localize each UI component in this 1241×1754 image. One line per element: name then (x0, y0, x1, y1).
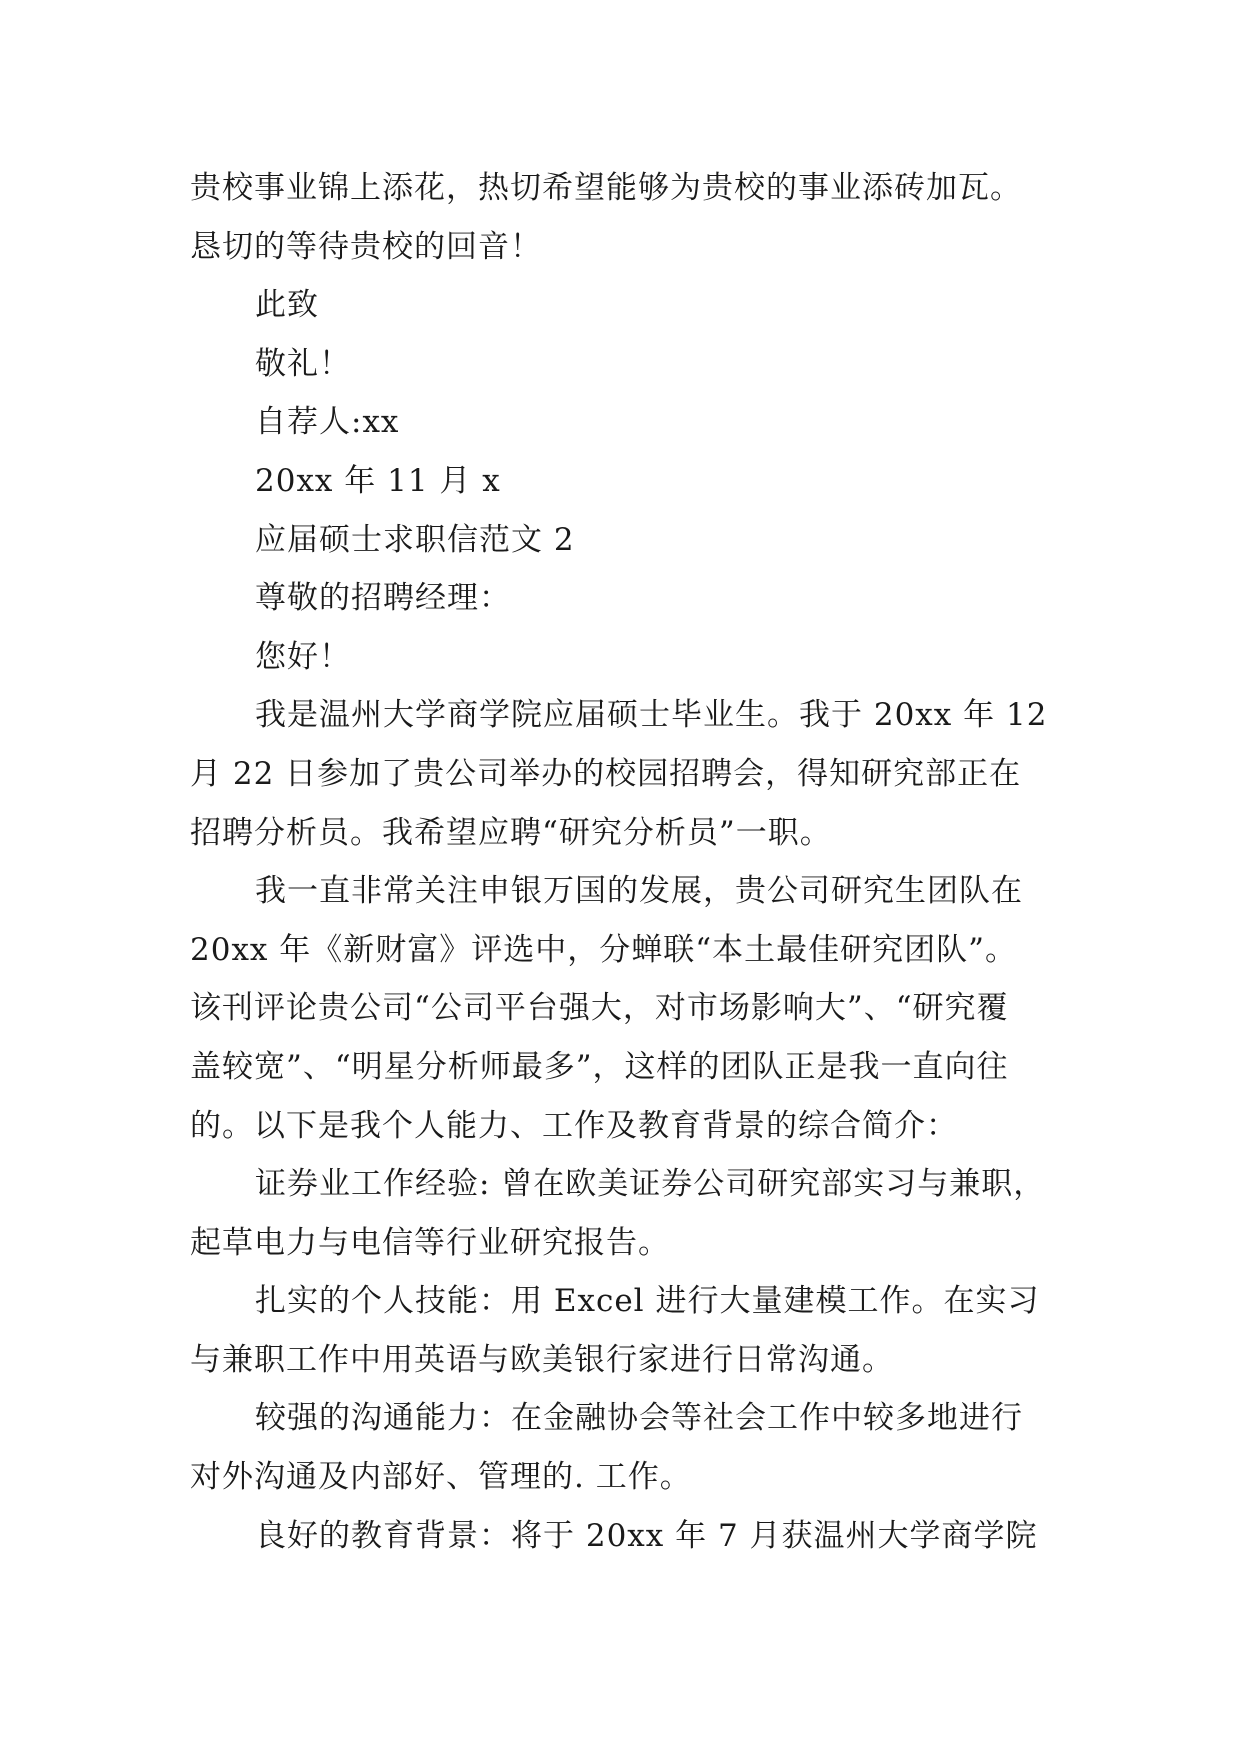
paragraph-line: 盖较宽”、“明星分析师最多”，这样的团队正是我一直向往 (190, 1048, 1009, 1085)
paragraph-line: 的。以下是我个人能力、工作及教育背景的综合简介： (190, 1107, 958, 1144)
paragraph-line: 证券业工作经验: 曾在欧美证券公司研究部实习与兼职， (255, 1166, 1046, 1203)
paragraph-line: 20xx 年《新财富》评选中，分蝉联“本土最佳研究团队”。 (190, 931, 1017, 968)
text-line: 贵校事业锦上添花，热切希望能够为贵校的事业添砖加瓦。 (190, 170, 1022, 206)
paragraph-line: 我一直非常关注申银万国的发展，贵公司研究生团队在 (255, 873, 1023, 910)
paragraph-line: 扎实的个人技能：用 Excel 进行大量建模工作。在实习 (255, 1283, 1040, 1320)
signature-name: 自荐人:xx (255, 404, 400, 441)
greeting-recipient: 尊敬的招聘经理： (255, 580, 511, 617)
paragraph-line: 该刊评论贵公司“公司平台强大，对市场影响大”、“研究覆 (190, 990, 1009, 1027)
signature-date: 20xx 年 11 月 x (255, 462, 501, 499)
letter-body (190, 159, 1070, 1565)
salutation-closing: 此致 (255, 287, 319, 324)
paragraph-line: 较强的沟通能力：在金融协会等社会工作中较多地进行 (255, 1400, 1023, 1437)
salutation-respect: 敬礼！ (255, 345, 351, 382)
greeting-hello: 您好！ (255, 638, 351, 675)
paragraph-line: 我是温州大学商学院应届硕士毕业生。我于 20xx 年 12 (255, 697, 1048, 734)
paragraph-line: 良好的教育背景：将于 20xx 年 7 月获温州大学商学院 (255, 1517, 1038, 1554)
section-title: 应届硕士求职信范文 2 (255, 521, 575, 558)
paragraph-line: 起草电力与电信等行业研究报告。 (190, 1224, 670, 1261)
paragraph-line: 与兼职工作中用英语与欧美银行家进行日常沟通。 (190, 1341, 894, 1378)
paragraph-line: 对外沟通及内部好、管理的. 工作。 (190, 1459, 692, 1496)
text-line: 恳切的等待贵校的回音！ (190, 228, 542, 265)
paragraph-line: 招聘分析员。我希望应聘“研究分析员”一职。 (190, 814, 832, 851)
paragraph-line: 月 22 日参加了贵公司举办的校园招聘会，得知研究部正在 (190, 755, 1022, 792)
